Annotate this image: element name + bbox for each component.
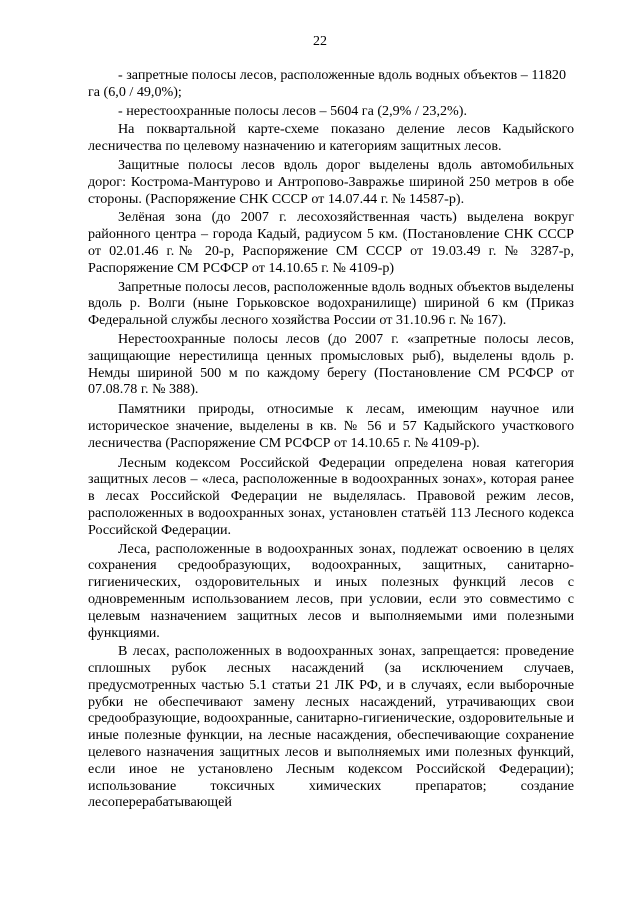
- paragraph-green-zone: Зелёная зона (до 2007 г. лесохозяйственная часть) выделена вокруг районного центра – города Кадый, радиусом 5 км. (Постановление СНК СССР от 02.01.46 г.№ 20-р, Распоряжение СМ СССР от 19.03.49 г. № 3287-р, Распоряжение СМ РСФСР от 14.10.65 г. № 4109-р): [88, 209, 574, 276]
- paragraph-water-strips: - запретные полосы лесов, расположенные вдоль водных объектов – 11820 га (6,0 / 49,0%);: [88, 67, 567, 100]
- paragraph-water-zone-prohibitions: В лесах, расположенных в водоохранных зонах, запрещается: проведение сплошных рубок лесных насаждений (за исключением случаев, предусмотренных частью 5.1 статьи 21 ЛК РФ, и в случаях, если выборочные рубки не обеспечивают замену лесных насаждений, утрачивающих свои средообразующие, водоохранные, санитарно-гигиенические, оздоровительные и иные полезные функции, на лесные насаждения, обеспечивающие сохранение целевого назначения защитных лесов и выполняемых ими полезных функций, если иное не установлено Лесным кодексом Российской Федерации); использование токсичных химических препаратов; создание лесоперерабатывающей: [88, 643, 574, 811]
- document-body: [88, 67, 574, 811]
- paragraph-water-zone-use: Леса, расположенные в водоохранных зонах, подлежат освоению в целях сохранения средообразующих, водоохранных, защитных, санитарно-гигиенических, оздоровительных и иных полезных функций лесов с одновременным использованием лесов, при условии, если это совместимо с целевым назначением защитных лесов и выполняемыми ими полезными функциями.: [88, 540, 574, 641]
- paragraph-spawning-strips: - нерестоохранные полосы лесов – 5604 га (2,9% / 23,2%).: [118, 102, 467, 119]
- paragraph-nature-monuments: Памятники природы, относимые к лесам, имеющим научное или историческое значение, выделены в кв. № 56 и 57 Кадыйского участкового лесничества (Распоряжение СМ РСФСР от 14.10.65 г. № 4109-р).: [88, 401, 574, 451]
- paragraph-map-scheme: На поквартальной карте-схеме показано деление лесов Кадыйского лесничества по целевому назначению и категориям защитных лесов.: [88, 121, 574, 155]
- paragraph-volga-strips: Запретные полосы лесов, расположенные вдоль водных объектов выделены вдоль р. Волги (ныне Горьковское водохранилище) шириной 6 км (Приказ Федеральной службы лесного хозяйства России от 31.10.96 г. № 167).: [88, 278, 574, 329]
- paragraph-road-strips: Защитные полосы лесов вдоль дорог выделены вдоль автомобильных дорог: Кострома-Мантурово и Антропово-Завражье шириной 250 метров в обе стороны. (Распоряжение СНК СССР от 14.07.44 г. № 14587-р).: [88, 156, 574, 207]
- page-number: 22: [313, 34, 327, 49]
- paragraph-nemda-strips: Нерестоохранные полосы лесов (до 2007 г. «запретные полосы лесов, защищающие нерестилища ценных промысловых рыб), выделены вдоль р. Немды шириной 500 м по каждому берегу (Постановление СМ РСФСР от 07.08.78 г. № 388).: [88, 330, 574, 398]
- paragraph-forest-code-category: Лесным кодексом Российской Федерации определена новая категория защитных лесов – «леса, расположенные в водоохранных зонах», которая ранее в лесах Российской Федерации не выделялась. Правовой режим лесов, расположенных в водоохранных зонах, установлен статьёй 113 Лесного кодекса Российской Федерации.: [88, 454, 574, 538]
